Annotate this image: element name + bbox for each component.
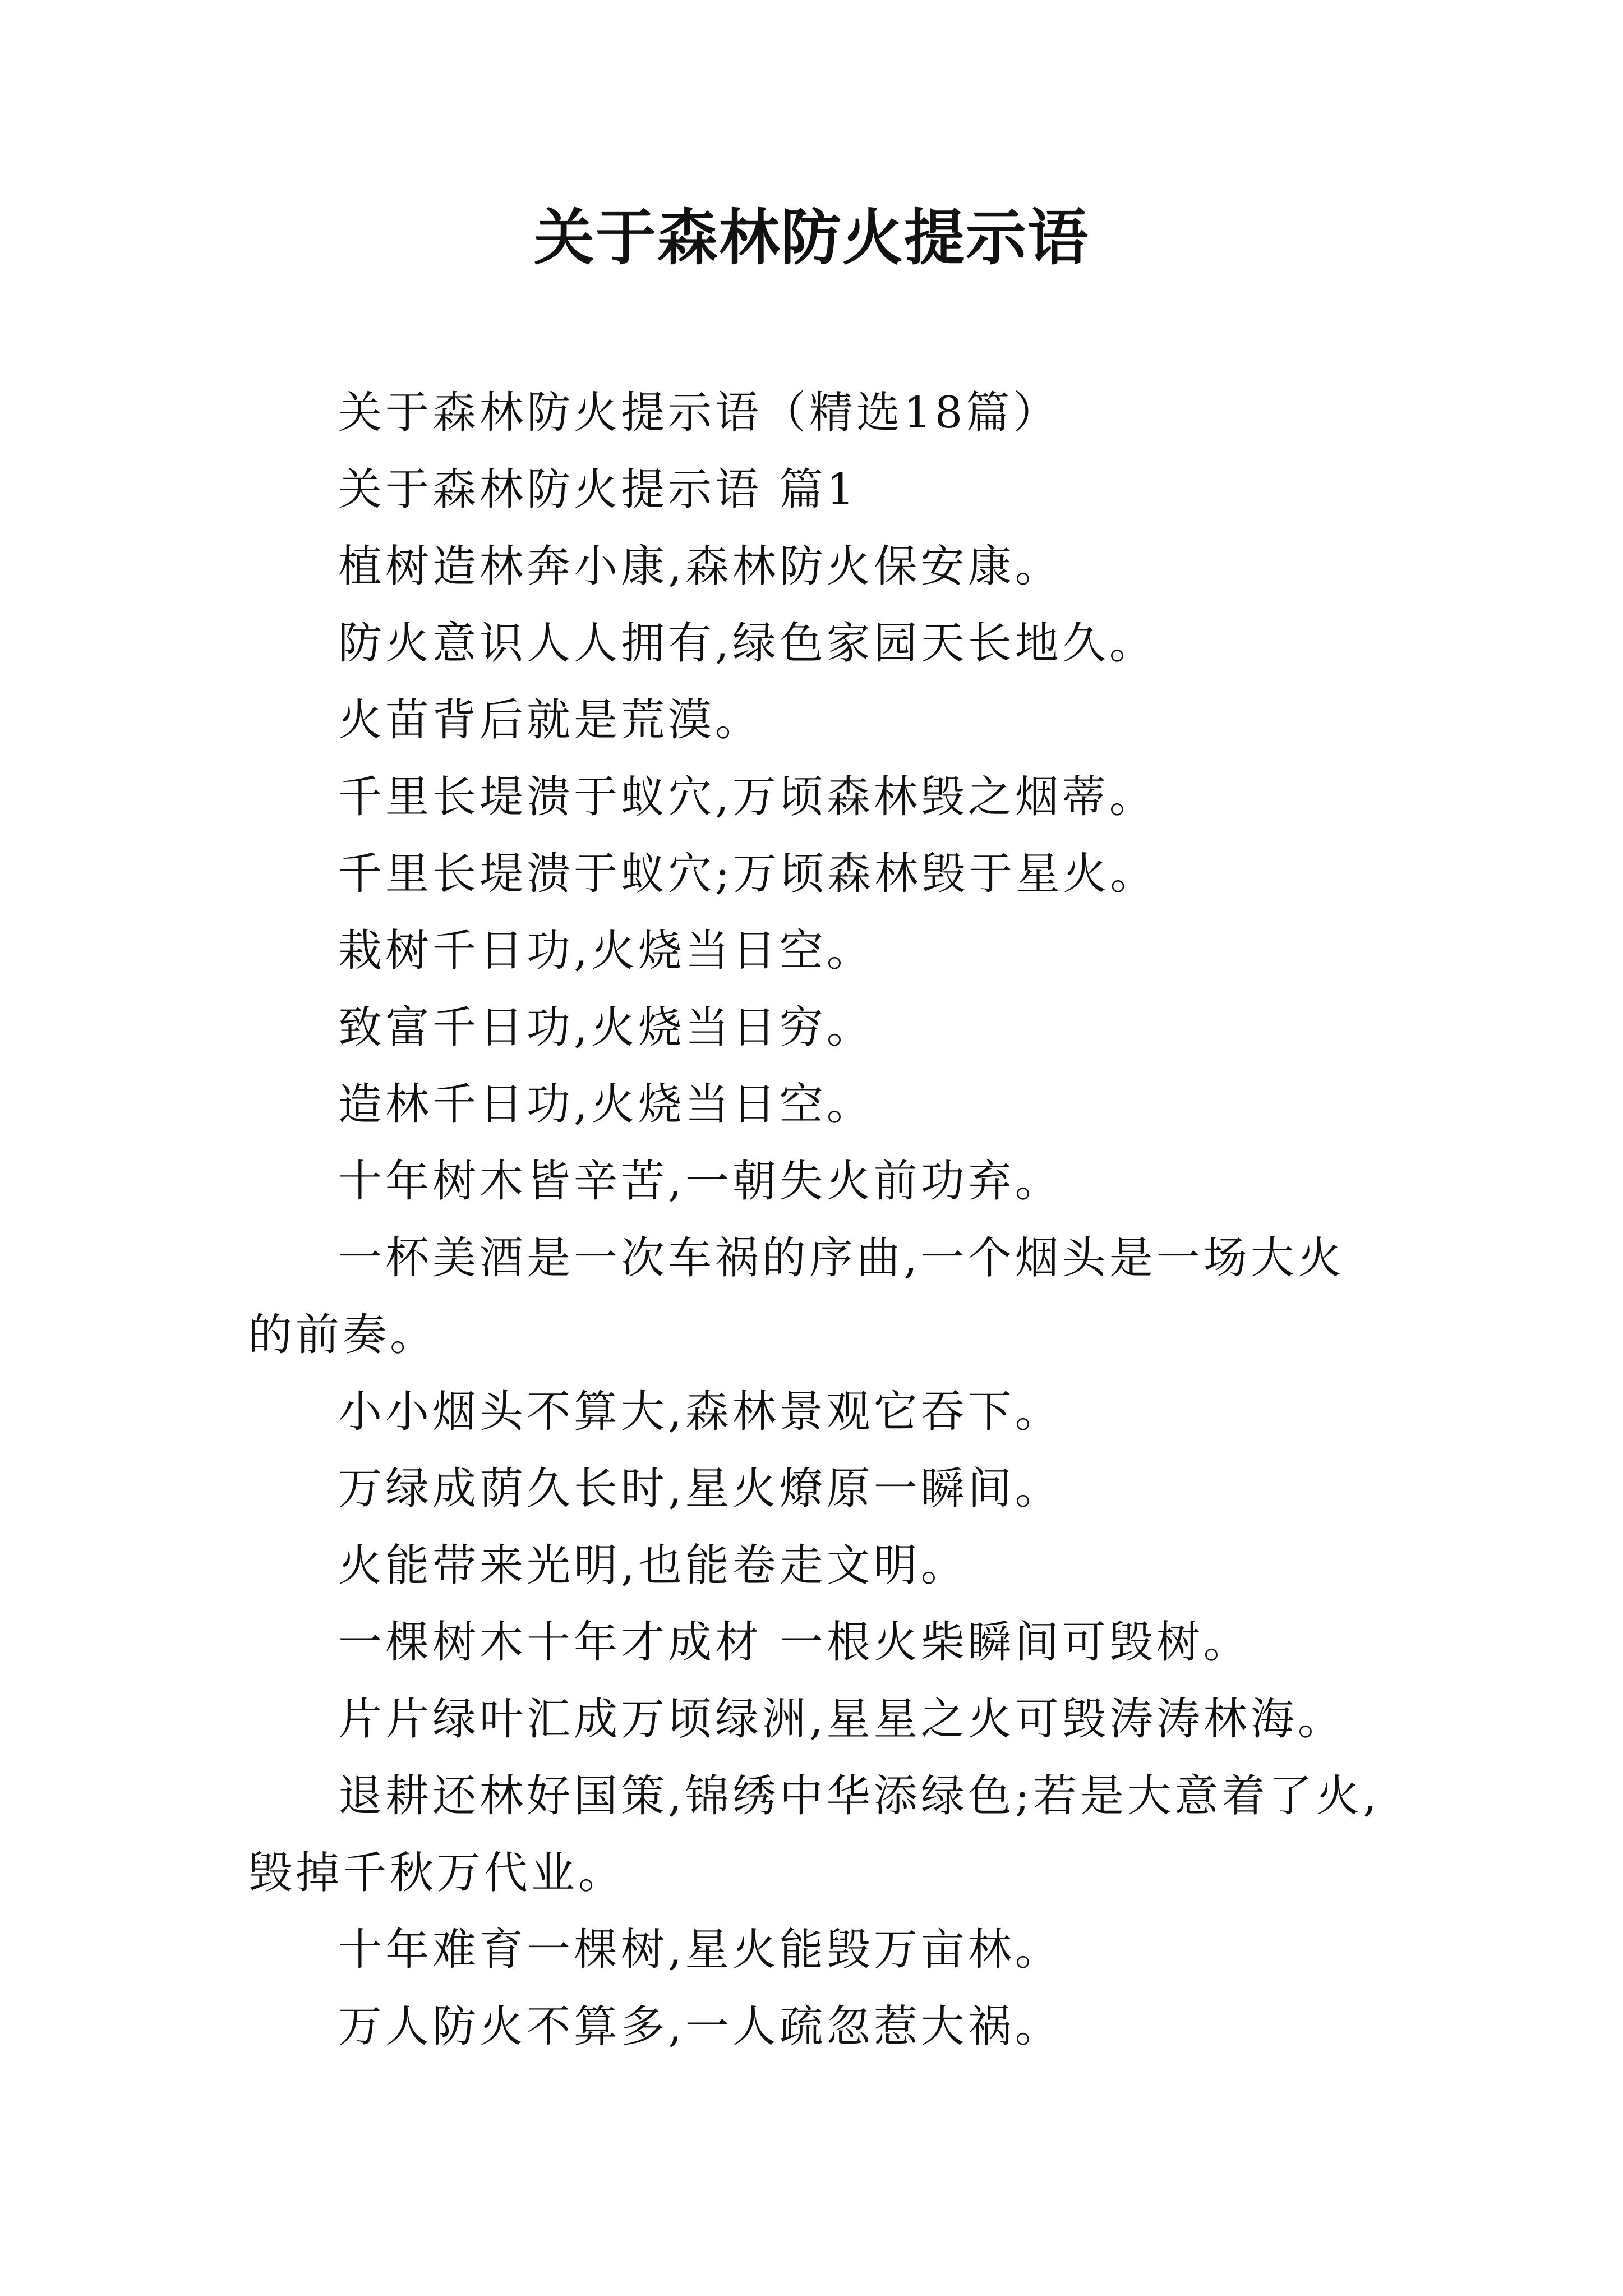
paragraph: 片片绿叶汇成万顷绿洲,星星之火可毁涛涛林海。 xyxy=(338,1694,1345,1745)
paragraph: 十年难育一棵树,星火能毁万亩林。 xyxy=(338,1925,1062,1975)
paragraph: 退耕还林好国策,锦绣中华添绿色;若是大意着了火,毁掉千秋万代业。 xyxy=(248,1771,1380,1898)
paragraph: 一棵树木十年才成材 一根火柴瞬间可毁树。 xyxy=(338,1617,1251,1668)
paragraph: 火能带来光明,也能卷走文明。 xyxy=(338,1540,968,1591)
paragraph: 栽树千日功,火烧当日空。 xyxy=(338,926,874,976)
paragraph-section-heading: 关于森林防火提示语 篇1 xyxy=(338,464,858,515)
paragraph: 植树造林奔小康,森林防火保安康。 xyxy=(338,541,1062,592)
paragraph: 火苗背后就是荒漠。 xyxy=(338,695,763,746)
paragraph: 千里长堤溃于蚁穴;万顷森林毁于星火。 xyxy=(338,849,1158,899)
paragraph: 致富千日功,火烧当日穷。 xyxy=(338,1002,874,1053)
paragraph: 小小烟头不算大,森林景观它吞下。 xyxy=(338,1387,1062,1437)
paragraph: 千里长堤溃于蚁穴,万顷森林毁之烟蒂。 xyxy=(338,772,1156,822)
document-title: 关于森林防火提示语 xyxy=(533,203,1089,273)
paragraph: 十年树木皆辛苦,一朝失火前功弃。 xyxy=(338,1156,1062,1207)
paragraph: 一杯美酒是一次车祸的序曲,一个烟头是一场大火的前奏。 xyxy=(248,1233,1345,1360)
document-body xyxy=(248,375,1381,2065)
paragraph: 万绿成荫久长时,星火燎原一瞬间。 xyxy=(338,1464,1062,1514)
paragraph: 万人防火不算多,一人疏忽惹大祸。 xyxy=(338,2001,1062,2052)
paragraph: 防火意识人人拥有,绿色家园天长地久。 xyxy=(338,618,1156,669)
paragraph: 造林千日功,火烧当日空。 xyxy=(338,1079,874,1130)
paragraph-subtitle: 关于森林防火提示语（精选18篇） xyxy=(338,388,1061,438)
